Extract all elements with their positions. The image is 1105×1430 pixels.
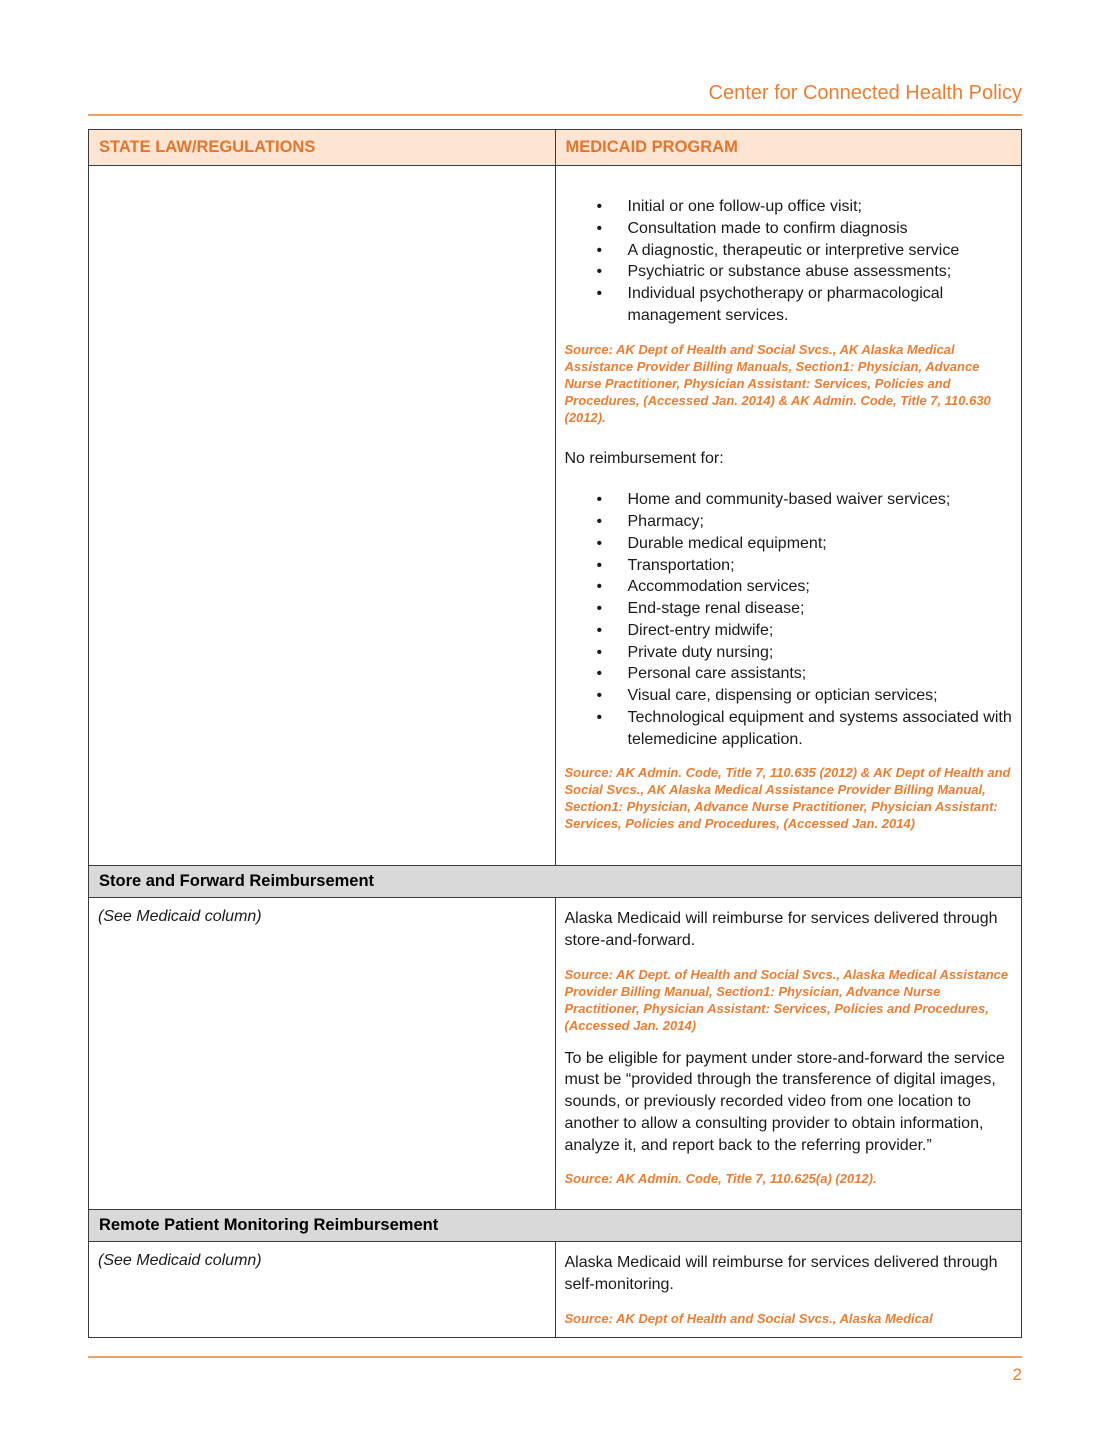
bullet-item: • Visual care, dispensing or optician services;	[565, 685, 1013, 707]
bullet-item: • Direct-entry midwife;	[565, 620, 1013, 642]
bullet-item: • Durable medical equipment;	[565, 533, 1013, 555]
bullet-item: • Pharmacy;	[565, 511, 1013, 533]
cell-medicaid-services	[555, 166, 1022, 866]
section-row-remote-monitoring	[89, 1210, 1022, 1242]
source-citation: Source: AK Dept of Health and Social Svcs., AK Alaska Medical Assistance Provider Billing Manuals, Section1: Physician, Advance Nurse Practitioner, Physician Assistant: Services, Policies and Procedures, (Accessed Jan. 2014) & AK Admin. Code, Title 7, 110.630 (2012).	[564, 341, 991, 425]
column-header-state-law: STATE LAW/REGULATIONS	[89, 130, 556, 166]
bullet-item: • Accommodation services;	[565, 576, 1013, 598]
footer-divider-rule	[88, 1356, 1022, 1358]
bullet-item: • Personal care assistants;	[565, 663, 1013, 685]
cell-state-law-empty	[89, 166, 556, 866]
bullet-item: • Private duty nursing;	[565, 642, 1013, 664]
section-title-remote-monitoring: Remote Patient Monitoring Reimbursement	[89, 1210, 1022, 1242]
page-header-title: Center for Connected Health Policy	[708, 82, 1022, 104]
cell-see-medicaid-column: (See Medicaid column)	[89, 1242, 556, 1338]
store-forward-statement: Alaska Medicaid will reimburse for services delivered through store-and-forward.	[564, 910, 998, 949]
no-reimbursement-heading: No reimbursement for:	[564, 449, 724, 467]
bullet-item: • End-stage renal disease;	[565, 598, 1013, 620]
bullet-item: • Initial or one follow-up office visit;	[565, 196, 1013, 218]
covered-services-list	[565, 196, 1013, 327]
bullet-item: • Psychiatric or substance abuse assessments;	[565, 261, 1013, 283]
source-citation: Source: AK Admin. Code, Title 7, 110.635 (2012) & AK Dept of Health and Social Svcs., AK Alaska Medical Assistance Provider Billing Manual, Section1: Physician, Advance Nurse Practitioner, Physician Assistant: Services, Policies and Procedures, (Accessed Jan. 2014)	[564, 765, 1011, 832]
bullet-item: • A diagnostic, therapeutic or interpretive service	[565, 240, 1013, 262]
bullet-item: • Home and community-based waiver services;	[565, 489, 1013, 511]
bullet-item: • Consultation made to confirm diagnosis	[565, 218, 1013, 240]
page-number: 2	[1012, 1364, 1022, 1384]
excluded-services-list	[565, 489, 1013, 750]
table-header-row	[89, 130, 1022, 166]
section-title-store-forward: Store and Forward Reimbursement	[89, 866, 1022, 898]
header-divider-rule	[88, 114, 1022, 116]
cell-store-forward-policy	[555, 898, 1022, 1210]
table-row-remote-monitoring	[89, 1242, 1022, 1338]
bullet-item: • Transportation;	[565, 555, 1013, 577]
section-row-store-forward	[89, 866, 1022, 898]
source-citation: Source: AK Dept. of Health and Social Svcs., Alaska Medical Assistance Provider Billing Manual, Section1: Physician, Advance Nurse Practitioner, Physician Assistant: Services, Policies and Procedures, (Accessed Jan. 2014)	[564, 966, 1009, 1033]
table-row-store-forward	[89, 898, 1022, 1210]
source-citation-truncated: Source: AK Dept of Health and Social Svcs., Alaska Medical	[564, 1310, 933, 1326]
source-citation: Source: AK Admin. Code, Title 7, 110.625(a) (2012).	[564, 1171, 877, 1187]
cell-see-medicaid-column: (See Medicaid column)	[89, 898, 556, 1210]
bullet-item: • Individual psychotherapy or pharmacological management services.	[565, 283, 1013, 327]
store-forward-eligibility-paragraph: To be eligible for payment under store-and-forward the service must be “provided through the transference of digital images, sounds, or previously recorded video from one location to another to allow a consulting provider to obtain information, analyze it, and report back to the referring provider.”	[564, 1049, 1005, 1154]
column-header-medicaid-program: MEDICAID PROGRAM	[555, 130, 1022, 166]
remote-monitoring-statement: Alaska Medicaid will reimburse for services delivered through self-monitoring.	[564, 1254, 998, 1293]
policy-table	[88, 129, 1022, 1338]
cell-remote-monitoring-policy	[555, 1242, 1022, 1338]
bullet-item: • Technological equipment and systems associated with telemedicine application.	[565, 707, 1013, 751]
table-row-telehealth-services	[89, 166, 1022, 866]
